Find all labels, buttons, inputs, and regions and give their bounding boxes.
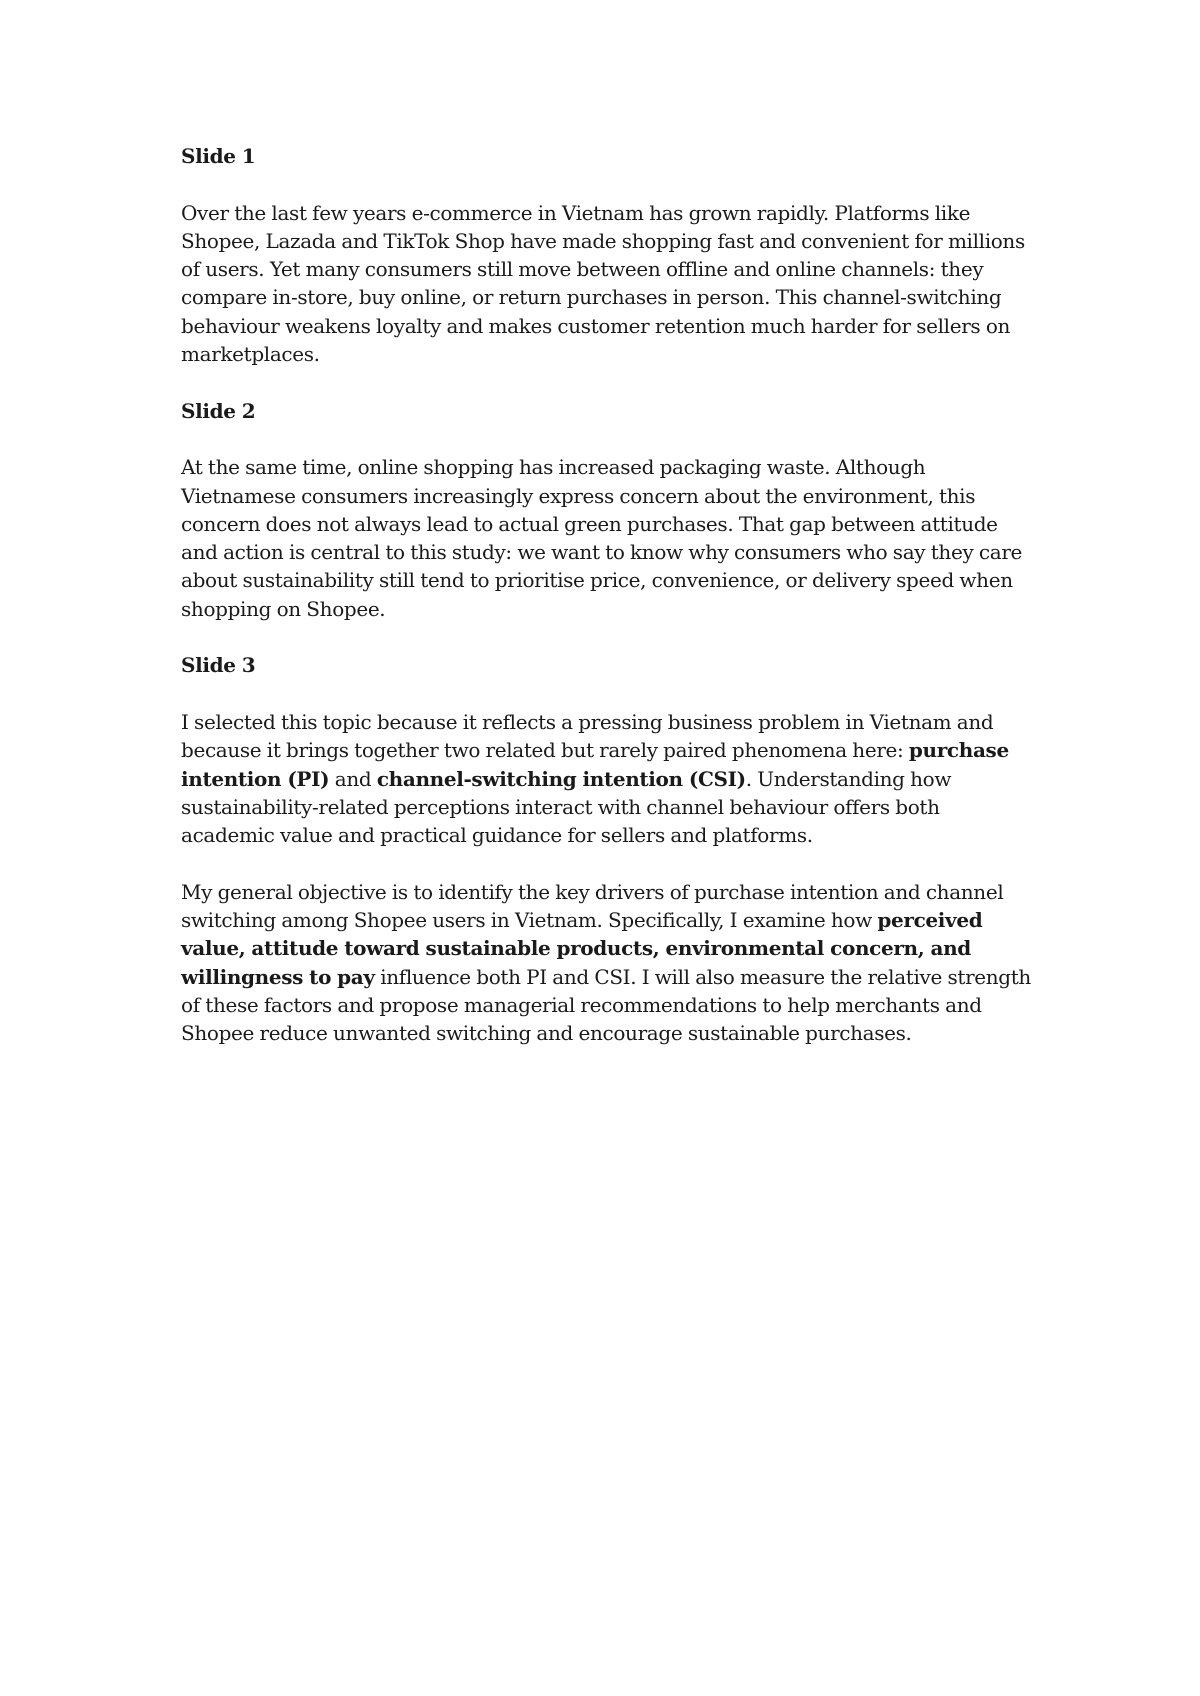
slide-3-paragraph-objective <box>181 878 1031 1048</box>
slide-1-paragraph: Over the last few years e-commerce in Vietnam has grown rapidly. Platforms like Shopee, Lazada and TikTok Shop have made shopping fast and convenient for millions of users. Yet many consumers still move between offline and online channels: they compare in-store, buy online, or return purchases in person. This channel-switching behaviour weakens loyalty and makes customer retention much harder for sellers on marketplaces. <box>181 200 1025 367</box>
slide-1-heading: Slide 1 <box>181 144 256 168</box>
text-run: and <box>329 766 377 791</box>
slide-3-paragraph-topic <box>181 708 1031 849</box>
document-body <box>181 142 1031 1076</box>
text-run: I selected this topic because it reflects a pressing business problem in Vietnam and because it brings together two related but rarely paired phenomena here: <box>181 709 994 763</box>
bold-term-factors: perceived value, attitude toward sustainable products, environmental concern, and willingness to pay <box>181 908 983 989</box>
slide-2-paragraph: At the same time, online shopping has increased packaging waste. Although Vietnamese consumers increasingly express concern about the environment, this concern does not always lead to actual green purchases. That gap between attitude and action is central to this study: we want to know why consumers who say they care about sustainability still tend to prioritise price, convenience, or delivery speed when shopping on Shopee. <box>181 455 1023 621</box>
bold-term-purchase-intention: purchase intention (PI) <box>181 738 1009 791</box>
text-run: My general objective is to identify the key drivers of purchase intention and channel switching among Shopee users in Vietnam. Specifically, I examine how <box>181 879 1004 933</box>
bold-term-channel-switching-intention: channel-switching intention (CSI) <box>376 766 746 791</box>
text-run: influence both PI and CSI. I will also measure the relative strength of these factors and propose managerial recommendations to help merchants and Shopee reduce unwanted switching and encourage sustainable purchases. <box>181 964 1031 1046</box>
slide-2-heading: Slide 2 <box>181 398 256 423</box>
text-run: . Understanding how sustainability-related perceptions interact with channel behaviour offers both academic value and practical guidance for sellers and platforms. <box>181 766 952 848</box>
slide-3-heading: Slide 3 <box>181 653 256 678</box>
